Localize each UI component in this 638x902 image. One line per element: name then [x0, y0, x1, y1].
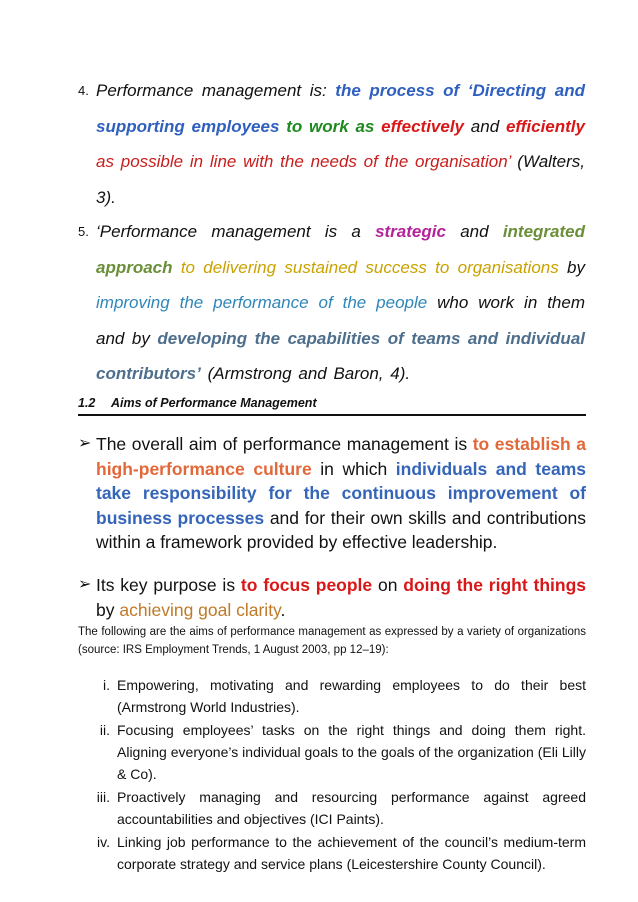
bullet-text — [96, 432, 586, 555]
section-title: Aims of Performance Management — [111, 396, 317, 410]
list-item — [78, 786, 586, 830]
text-run: the process of ‘Directing and supporting employees — [96, 81, 585, 136]
text-run: strategic — [375, 222, 446, 241]
text-run: effectively — [381, 116, 465, 136]
definition-number: 5. — [78, 224, 89, 239]
list-item-text: Empowering, motivating and rewarding employees to do their best (Armstrong World Industries). — [117, 677, 586, 715]
text-run: improving the performance of the people — [96, 293, 428, 312]
bullet-item — [78, 432, 586, 555]
text-run: integrated approach — [96, 222, 585, 277]
list-numeral: iii. — [96, 789, 110, 805]
text-run: to focus people — [240, 575, 373, 595]
text-run: and — [445, 222, 503, 241]
list-item-text: Linking job performance to the achievement of the council’s medium-term corporate strategy and service plans (Leicestershire County Council). — [117, 834, 586, 872]
definition-4 — [78, 73, 585, 215]
text-run: efficiently — [505, 116, 585, 136]
text-run: doing the right things — [403, 575, 587, 595]
text-run: on — [372, 575, 404, 595]
list-item — [78, 719, 586, 785]
text-run: developing the capabilities of teams and individual contributors’ — [96, 328, 585, 383]
text-run: to delivering sustained success to organisations — [172, 257, 559, 277]
text-run: Performance management is: — [96, 81, 336, 100]
bullet-text — [96, 573, 586, 622]
arrow-bullet-icon: ➢ — [78, 435, 92, 452]
list-item — [78, 674, 586, 718]
list-numeral: ii. — [99, 722, 110, 738]
list-item-text: Proactively managing and resourcing performance against agreed accountabilities and objectives (ICI Paints). — [117, 789, 586, 827]
section-heading — [78, 396, 586, 416]
list-item — [78, 831, 586, 875]
definition-text — [96, 222, 585, 383]
bullet-item — [78, 573, 586, 622]
definition-text — [96, 81, 585, 207]
text-run: . — [280, 599, 286, 620]
text-run: by — [96, 599, 120, 620]
arrow-bullet-icon: ➢ — [78, 576, 92, 593]
text-run: in which — [311, 458, 396, 479]
list-numeral: iv. — [97, 834, 110, 850]
definition-number: 4. — [78, 83, 89, 98]
list-item-text: Focusing employees’ tasks on the right things and doing them right. Aligning everyone’s individual goals to the goals of the organization (Eli Lilly & Co). — [117, 722, 586, 782]
text-run: by — [558, 257, 586, 277]
section-number: 1.2 — [78, 396, 96, 410]
text-run: and for their own skills and contributions within a framework provided by effective leadership. — [96, 507, 587, 552]
list-numeral: i. — [103, 677, 110, 693]
text-run: achieving goal clarity — [119, 599, 281, 620]
definition-5 — [78, 214, 586, 392]
text-run: (Armstrong and Baron, 4). — [200, 364, 411, 383]
aims-intro: The following are the aims of performance management as expressed by a variety of organizations (source: IRS Employment Trends, 1 August 2003, pp 12–19): — [78, 626, 586, 656]
text-run: (Walters, 3). — [96, 152, 585, 207]
aims-list — [78, 674, 586, 876]
text-run: and — [464, 116, 506, 136]
text-run: The overall aim of performance management is — [96, 434, 473, 454]
text-run: to work as — [279, 116, 382, 136]
text-run: to establish a high-performance culture — [96, 434, 586, 479]
text-run: who work in them and by — [96, 293, 585, 348]
text-run: ‘Performance management is a — [96, 222, 376, 241]
text-run: as possible in line with the needs of the organisation’ — [96, 152, 511, 171]
text-run: Its key purpose is — [96, 575, 241, 595]
text-run: individuals and teams take responsibility for the continuous improvement of business processes — [96, 458, 587, 528]
